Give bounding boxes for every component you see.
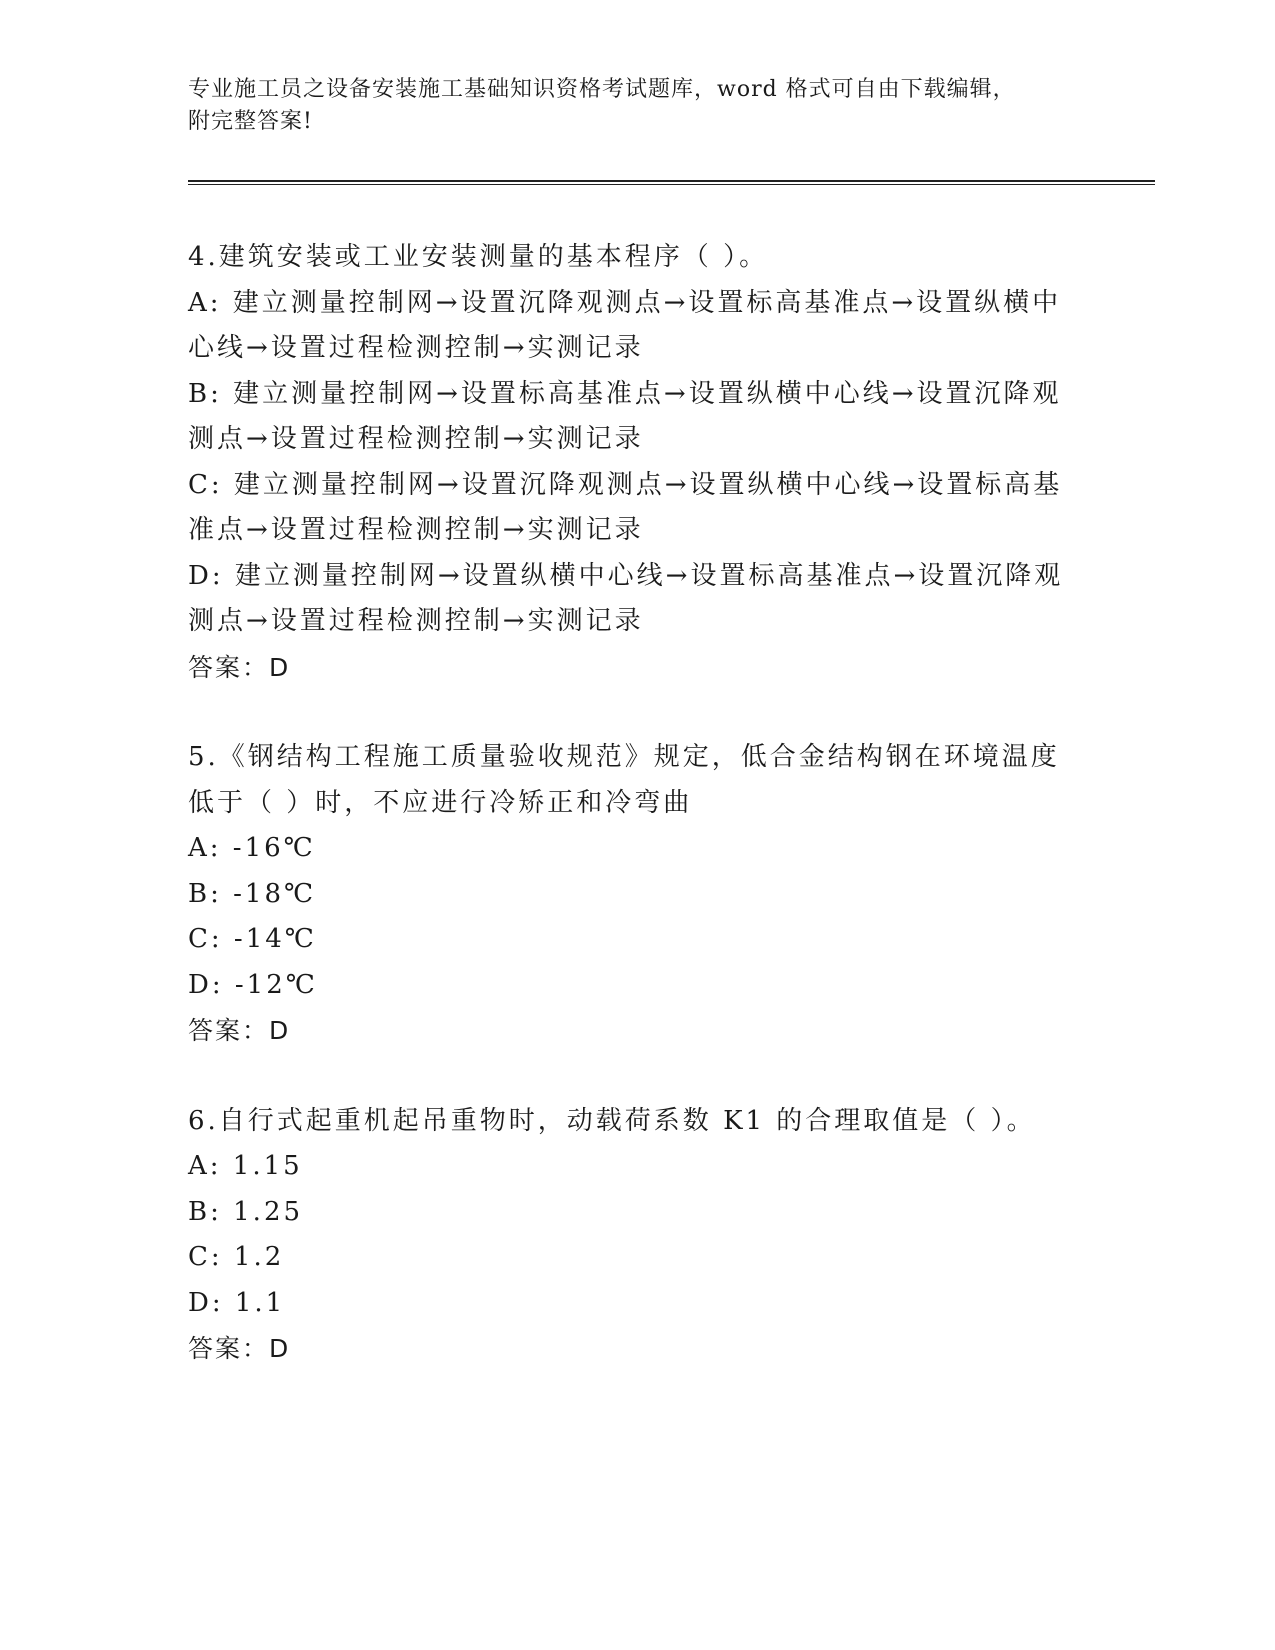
document-header [188, 74, 1088, 138]
option-b: B: -18℃ [188, 878, 317, 909]
option-b: B: 1.25 [188, 1196, 304, 1227]
option-d: D: 1.1 [188, 1287, 286, 1318]
option-c: C: -14℃ [188, 924, 317, 954]
option-c: C: 建立测量控制网→设置沉降观测点→设置纵横中心线→设置标高基准点→设置过程检测控制→实测记录 [188, 469, 1063, 545]
question-text: 4.建筑安装或工业安装测量的基本程序（ ）。 [188, 242, 769, 272]
option-d: D: -12℃ [188, 969, 318, 1000]
header-rule-thin [188, 184, 1155, 185]
option-a: A: 建立测量控制网→设置沉降观测点→设置标高基准点→设置纵横中心线→设置过程检测控制→实测记录 [188, 287, 1062, 363]
question-list [188, 235, 1088, 1417]
answer: 答案：D [188, 1334, 291, 1363]
question-4 [188, 235, 1088, 690]
option-b: B: 建立测量控制网→设置标高基准点→设置纵横中心线→设置沉降观测点→设置过程检测控制→实测记录 [188, 378, 1062, 454]
header-line-1: 专业施工员之设备安装施工基础知识资格考试题库，word 格式可自由下载编辑， [188, 77, 1016, 102]
header-rule-thick [188, 180, 1155, 182]
question-5 [188, 735, 1088, 1054]
header-line-2: 附完整答案! [188, 109, 313, 134]
answer: 答案：D [188, 652, 291, 682]
question-text: 5.《钢结构工程施工质量验收规范》规定，低合金结构钢在环境温度低于（ ）时，不应进行冷矫正和冷弯曲 [188, 742, 1060, 818]
option-a: A: -16℃ [188, 833, 316, 863]
option-d: D: 建立测量控制网→设置纵横中心线→设置标高基准点→设置沉降观测点→设置过程检测控制→实测记录 [188, 560, 1064, 636]
option-a: A: 1.15 [188, 1151, 303, 1181]
option-c: C: 1.2 [188, 1242, 285, 1272]
question-6 [188, 1099, 1088, 1372]
answer: 答案：D [188, 1016, 291, 1045]
question-text: 6.自行式起重机起吊重物时，动载荷系数 K1 的合理取值是（ ）。 [188, 1105, 1036, 1136]
